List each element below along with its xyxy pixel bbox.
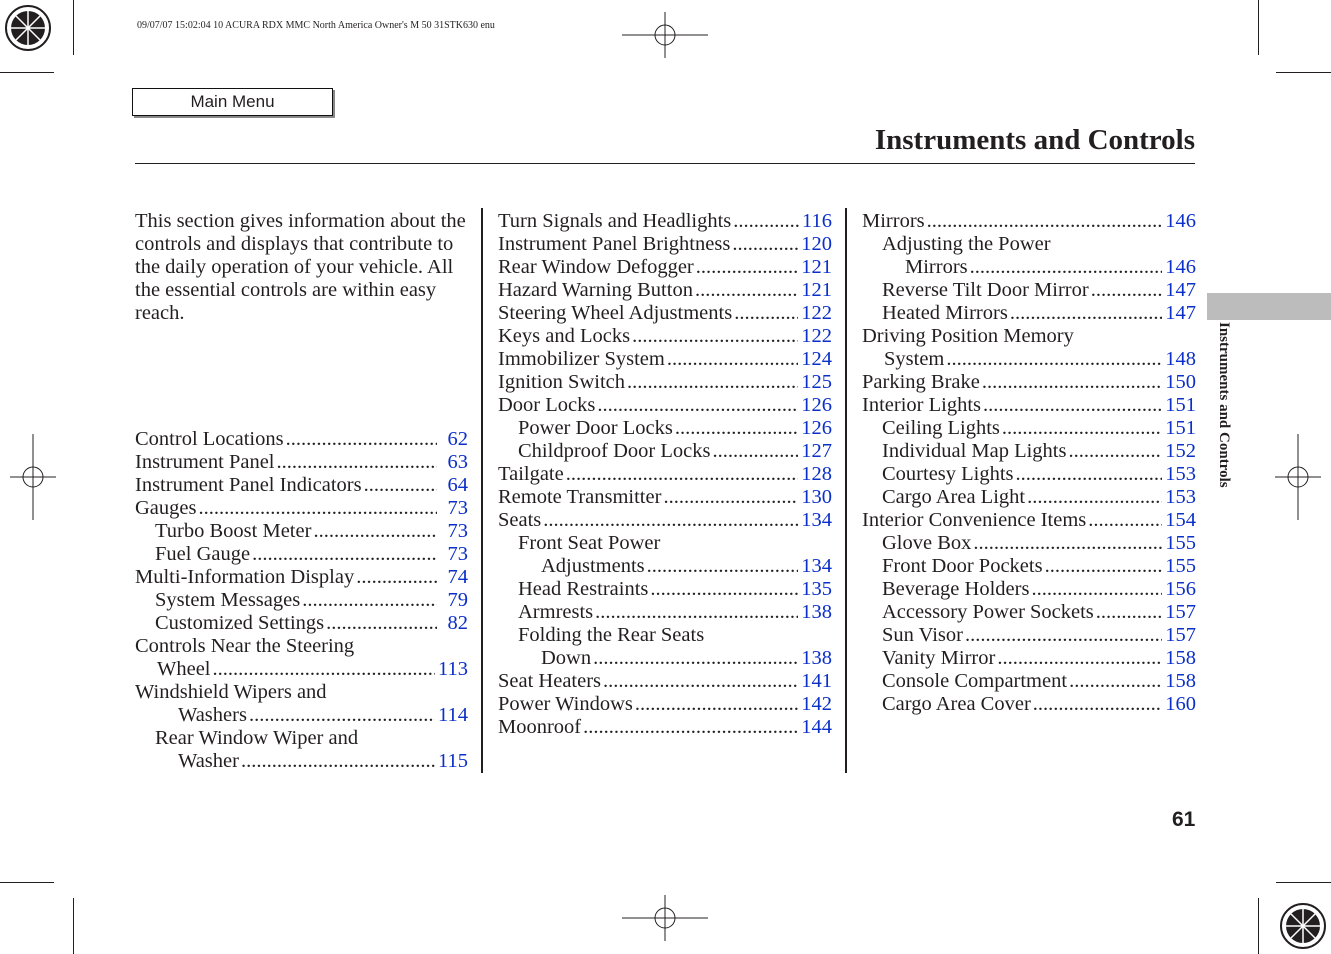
toc-entry-label: Heated Mirrors — [882, 302, 1008, 324]
toc-entry-label: Interior Lights — [862, 394, 981, 416]
toc-entry-label: Washers — [178, 704, 247, 726]
toc-entry — [498, 532, 832, 555]
toc-entry — [498, 624, 832, 647]
dot-leader — [627, 371, 798, 394]
dot-leader — [997, 647, 1162, 670]
toc-entry-label: Mirrors — [862, 210, 925, 232]
toc-entry[interactable] — [135, 612, 468, 635]
toc-entry[interactable] — [862, 486, 1196, 509]
toc-entry[interactable] — [135, 428, 468, 451]
toc-entry-label: Armrests — [518, 601, 594, 623]
toc-page-link[interactable]: 146 — [1165, 256, 1196, 278]
dot-leader — [198, 497, 437, 520]
toc-page-link[interactable]: 152 — [1165, 440, 1196, 462]
toc-entry-label: Reverse Tilt Door Mirror — [882, 279, 1089, 301]
toc-entry[interactable] — [862, 417, 1196, 440]
toc-entry-label: Remote Transmitter — [498, 486, 662, 508]
toc-page-link[interactable]: 126 — [801, 394, 832, 416]
toc-entry-label: Childproof Door Locks — [518, 440, 711, 462]
toc-entry-label: Power Door Locks — [518, 417, 673, 439]
toc-entry-label: System — [884, 348, 945, 370]
toc-page-link[interactable]: 157 — [1165, 601, 1196, 623]
toc-page-link[interactable]: 147 — [1165, 302, 1196, 324]
toc-entry[interactable] — [498, 555, 832, 578]
toc-entry-label: Fuel Gauge — [155, 543, 251, 565]
toc-entry-label: Rear Window Defogger — [498, 256, 694, 278]
toc-entry[interactable] — [498, 463, 832, 486]
dot-leader — [663, 486, 798, 509]
toc-page-link[interactable]: 134 — [801, 509, 832, 531]
toc-page-link[interactable]: 156 — [1165, 578, 1196, 600]
title-divider — [135, 163, 1195, 164]
toc-page-link[interactable]: 155 — [1165, 532, 1196, 554]
toc-entry[interactable] — [498, 601, 832, 624]
toc-entry[interactable] — [135, 566, 468, 589]
toc-entry[interactable] — [862, 371, 1196, 394]
dot-leader — [696, 256, 798, 279]
toc-column-1 — [135, 428, 468, 773]
dot-leader — [241, 750, 435, 773]
dot-leader — [302, 589, 437, 612]
toc-entry-label: Front Door Pockets — [882, 555, 1043, 577]
toc-entry[interactable] — [135, 520, 468, 543]
toc-page-link[interactable]: 142 — [801, 693, 832, 715]
toc-entry[interactable] — [498, 716, 832, 739]
dot-leader — [733, 210, 799, 233]
toc-entry-label: Parking Brake — [862, 371, 980, 393]
dot-leader — [597, 394, 798, 417]
toc-entry[interactable] — [862, 693, 1196, 716]
dot-leader — [1033, 693, 1162, 716]
toc-page-link[interactable]: 124 — [801, 348, 832, 370]
dot-leader — [1031, 578, 1162, 601]
toc-page-link[interactable]: 134 — [801, 555, 832, 577]
toc-entry-label: Immobilizer System — [498, 348, 665, 370]
toc-page-link[interactable]: 147 — [1165, 279, 1196, 301]
dot-leader — [946, 348, 1162, 371]
toc-entry-label: Glove Box — [882, 532, 972, 554]
dot-leader — [313, 520, 437, 543]
toc-page-link[interactable]: 127 — [801, 440, 832, 462]
dot-leader — [970, 256, 1163, 279]
main-menu-button[interactable]: Main Menu — [132, 88, 333, 116]
toc-page-link[interactable]: 126 — [801, 417, 832, 439]
toc-entry-label: Rear Window Wiper and — [155, 727, 359, 749]
toc-page-link[interactable]: 148 — [1165, 348, 1196, 370]
toc-entry[interactable] — [498, 670, 832, 693]
dot-leader — [252, 543, 437, 566]
toc-entry-label: Ignition Switch — [498, 371, 625, 393]
toc-entry — [135, 681, 468, 704]
dot-leader — [356, 566, 437, 589]
toc-entry[interactable] — [862, 670, 1196, 693]
toc-entry — [862, 325, 1196, 348]
toc-entry — [135, 727, 468, 750]
toc-page-link[interactable]: 82 — [447, 612, 468, 634]
toc-entry[interactable] — [498, 325, 832, 348]
toc-entry-label: Gauges — [135, 497, 197, 519]
toc-entry-label: Ceiling Lights — [882, 417, 1000, 439]
toc-column-3 — [862, 210, 1196, 716]
toc-entry-label: Instrument Panel — [135, 451, 275, 473]
toc-entry[interactable] — [135, 658, 468, 681]
toc-entry[interactable] — [498, 279, 832, 302]
toc-page-link[interactable]: 138 — [801, 647, 832, 669]
toc-entry[interactable] — [862, 509, 1196, 532]
toc-entry[interactable] — [498, 394, 832, 417]
column-divider — [481, 208, 483, 773]
dot-leader — [566, 463, 799, 486]
dot-leader — [583, 716, 798, 739]
toc-entry-label: Down — [541, 647, 592, 669]
toc-entry-label: Front Seat Power — [518, 532, 661, 554]
dot-leader — [277, 451, 438, 474]
toc-entry-label: Sun Visor — [882, 624, 963, 646]
intro-paragraph: This section gives information about the controls and displays that contribute to the daily operation of your vehicle. All the essential controls are within easy reach. — [135, 210, 466, 324]
dot-leader — [712, 440, 798, 463]
toc-entry[interactable] — [135, 451, 468, 474]
toc-entry[interactable] — [498, 371, 832, 394]
toc-entry[interactable] — [498, 509, 832, 532]
toc-page-link[interactable]: 146 — [1165, 210, 1196, 232]
toc-page-link[interactable]: 63 — [447, 451, 468, 473]
toc-entry[interactable] — [498, 693, 832, 716]
toc-page-link[interactable]: 151 — [1165, 417, 1196, 439]
toc-entry[interactable] — [498, 440, 832, 463]
toc-entry[interactable] — [862, 256, 1196, 279]
toc-entry-label: Washer — [178, 750, 239, 772]
toc-entry[interactable] — [862, 279, 1196, 302]
dot-leader — [632, 325, 798, 348]
toc-entry[interactable] — [498, 256, 832, 279]
dot-leader — [734, 302, 798, 325]
print-metadata: 09/07/07 15:02:04 10 ACURA RDX MMC North America Owner's M 50 31STK630 enu — [137, 20, 495, 31]
column-divider — [845, 208, 847, 773]
toc-page-link[interactable]: 121 — [801, 279, 832, 301]
toc-page-link[interactable]: 154 — [1165, 509, 1196, 531]
toc-entry-label: Controls Near the Steering — [135, 635, 355, 657]
toc-page-link[interactable]: 157 — [1165, 624, 1196, 646]
toc-entry-label: Seat Heaters — [498, 670, 602, 692]
toc-entry-label: Accessory Power Sockets — [882, 601, 1094, 623]
toc-entry[interactable] — [862, 210, 1196, 233]
toc-entry-label: Door Locks — [498, 394, 596, 416]
toc-entry — [135, 635, 468, 658]
page-number: 61 — [1172, 808, 1196, 831]
dot-leader — [543, 509, 798, 532]
toc-entry-label: Customized Settings — [155, 612, 325, 634]
dot-leader — [1002, 417, 1162, 440]
toc-entry-label: Cargo Area Cover — [882, 693, 1031, 715]
toc-page-link[interactable]: 150 — [1165, 371, 1196, 393]
toc-entry-label: Hazard Warning Button — [498, 279, 693, 301]
toc-page-link[interactable]: 138 — [801, 601, 832, 623]
dot-leader — [732, 233, 798, 256]
toc-page-link[interactable]: 121 — [801, 256, 832, 278]
toc-entry[interactable] — [135, 750, 468, 773]
toc-page-link[interactable]: 141 — [801, 670, 832, 692]
toc-entry — [862, 233, 1196, 256]
toc-entry[interactable] — [498, 233, 832, 256]
toc-entry-label: Head Restraints — [518, 578, 649, 600]
toc-entry[interactable] — [862, 302, 1196, 325]
toc-entry[interactable] — [862, 578, 1196, 601]
toc-page-link[interactable]: 153 — [1165, 486, 1196, 508]
toc-entry-label: Cargo Area Light — [882, 486, 1026, 508]
toc-entry-label: Windshield Wipers and — [135, 681, 327, 703]
toc-entry[interactable] — [135, 704, 468, 727]
toc-page-link[interactable]: 122 — [801, 302, 832, 324]
toc-entry-label: Power Windows — [498, 693, 633, 715]
dot-leader — [1045, 555, 1163, 578]
dot-leader — [667, 348, 798, 371]
toc-entry-label: Tailgate — [498, 463, 564, 485]
dot-leader — [675, 417, 798, 440]
dot-leader — [326, 612, 437, 635]
toc-page-link[interactable]: 151 — [1165, 394, 1196, 416]
toc-page-link[interactable]: 64 — [447, 474, 468, 496]
toc-page-link[interactable]: 73 — [447, 520, 468, 542]
toc-page-link[interactable]: 135 — [801, 578, 832, 600]
toc-entry-label: Adjusting the Power — [882, 233, 1051, 255]
toc-page-link[interactable]: 155 — [1165, 555, 1196, 577]
toc-page-link[interactable]: 153 — [1165, 463, 1196, 485]
dot-leader — [595, 601, 798, 624]
toc-entry[interactable] — [862, 647, 1196, 670]
toc-entry-label: Steering Wheel Adjustments — [498, 302, 733, 324]
toc-entry-label: Keys and Locks — [498, 325, 631, 347]
toc-page-link[interactable]: 158 — [1165, 647, 1196, 669]
toc-page-link[interactable]: 125 — [801, 371, 832, 393]
dot-leader — [1088, 509, 1162, 532]
dot-leader — [1016, 463, 1163, 486]
toc-column-2 — [498, 210, 832, 739]
toc-entry-label: Mirrors — [905, 256, 968, 278]
toc-entry-label: Moonroof — [498, 716, 582, 738]
dot-leader — [983, 394, 1162, 417]
toc-page-link[interactable]: 120 — [801, 233, 832, 255]
toc-entry-label: Instrument Panel Brightness — [498, 233, 731, 255]
toc-page-link[interactable]: 113 — [438, 658, 468, 680]
toc-page-link[interactable]: 158 — [1165, 670, 1196, 692]
toc-entry[interactable] — [498, 486, 832, 509]
toc-entry[interactable] — [862, 440, 1196, 463]
toc-entry[interactable] — [862, 555, 1196, 578]
toc-entry-label: Instrument Panel Indicators — [135, 474, 362, 496]
toc-page-link[interactable]: 122 — [801, 325, 832, 347]
section-tab-label: Instruments and Controls — [1216, 322, 1232, 488]
page-title: Instruments and Controls — [874, 124, 1195, 156]
toc-entry[interactable] — [498, 578, 832, 601]
toc-entry[interactable] — [862, 348, 1196, 371]
toc-entry[interactable] — [862, 463, 1196, 486]
toc-entry-label: Individual Map Lights — [882, 440, 1067, 462]
toc-entry[interactable] — [135, 589, 468, 612]
toc-entry[interactable] — [862, 394, 1196, 417]
toc-page-link[interactable]: 114 — [438, 704, 468, 726]
toc-entry[interactable] — [862, 532, 1196, 555]
toc-page-link[interactable]: 73 — [447, 497, 468, 519]
dot-leader — [603, 670, 798, 693]
toc-page-link[interactable]: 62 — [447, 428, 468, 450]
toc-entry[interactable] — [862, 601, 1196, 624]
toc-page-link[interactable]: 73 — [447, 543, 468, 565]
dot-leader — [695, 279, 798, 302]
toc-page-link[interactable]: 115 — [438, 750, 468, 772]
toc-entry[interactable] — [135, 497, 468, 520]
toc-entry-label: Console Compartment — [882, 670, 1068, 692]
dot-leader — [982, 371, 1162, 394]
toc-entry-label: Driving Position Memory — [862, 325, 1074, 347]
toc-entry[interactable] — [862, 624, 1196, 647]
toc-entry-label: Courtesy Lights — [882, 463, 1014, 485]
dot-leader — [213, 658, 436, 681]
toc-page-link[interactable]: 144 — [801, 716, 832, 738]
dot-leader — [635, 693, 798, 716]
toc-entry-label: Interior Convenience Items — [862, 509, 1087, 531]
dot-leader — [249, 704, 435, 727]
toc-entry[interactable] — [135, 474, 468, 497]
dot-leader — [364, 474, 437, 497]
dot-leader — [1068, 440, 1162, 463]
toc-entry-label: Turn Signals and Headlights — [498, 210, 732, 232]
toc-entry-label: Folding the Rear Seats — [518, 624, 705, 646]
toc-page-link[interactable]: 74 — [447, 566, 468, 588]
dot-leader — [927, 210, 1163, 233]
toc-entry-label: Multi-Information Display — [135, 566, 355, 588]
toc-entry[interactable] — [498, 348, 832, 371]
toc-page-link[interactable]: 116 — [802, 210, 832, 232]
toc-entry-label: Vanity Mirror — [882, 647, 996, 669]
dot-leader — [965, 624, 1162, 647]
dot-leader — [973, 532, 1162, 555]
toc-entry-label: System Messages — [155, 589, 301, 611]
toc-entry-label: Beverage Holders — [882, 578, 1030, 600]
toc-entry-label: Turbo Boost Meter — [155, 520, 312, 542]
toc-page-link[interactable]: 160 — [1165, 693, 1196, 715]
dot-leader — [1010, 302, 1162, 325]
toc-entry-label: Control Locations — [135, 428, 284, 450]
dot-leader — [1027, 486, 1162, 509]
toc-entry-label: Wheel — [157, 658, 211, 680]
dot-leader — [647, 555, 799, 578]
toc-entry-label: Seats — [498, 509, 542, 531]
dot-leader — [1096, 601, 1162, 624]
section-tab — [1207, 293, 1331, 320]
toc-page-link[interactable]: 79 — [447, 589, 468, 611]
dot-leader — [593, 647, 798, 670]
dot-leader — [1069, 670, 1162, 693]
dot-leader — [650, 578, 798, 601]
toc-entry-label: Adjustments — [541, 555, 645, 577]
toc-entry[interactable] — [498, 210, 832, 233]
toc-entry[interactable] — [498, 417, 832, 440]
toc-entry[interactable] — [135, 543, 468, 566]
dot-leader — [286, 428, 437, 451]
toc-entry[interactable] — [498, 647, 832, 670]
toc-page-link[interactable]: 128 — [801, 463, 832, 485]
dot-leader — [1091, 279, 1163, 302]
toc-page-link[interactable]: 130 — [801, 486, 832, 508]
toc-entry[interactable] — [498, 302, 832, 325]
